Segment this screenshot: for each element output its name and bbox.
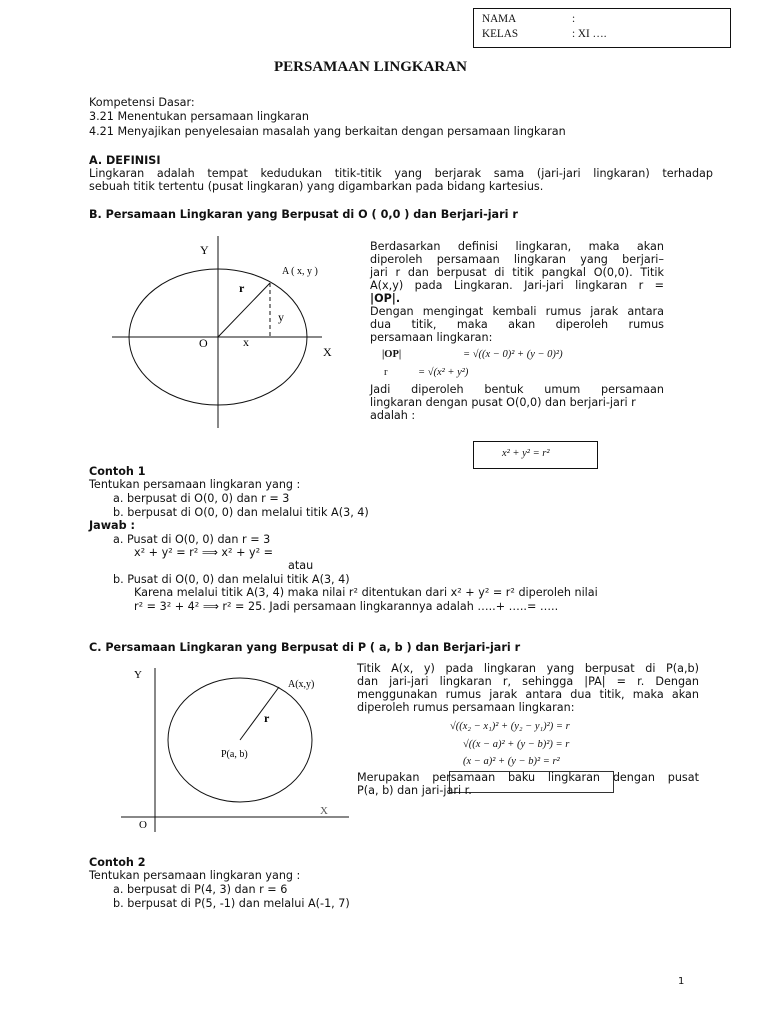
answer-b-line: Karena melalui titik A(3, 4) maka nilai r² ditentukan dari x² + y² = r² diperoleh nilai bbox=[134, 586, 598, 599]
answer-b-line: r² = 3² + 4² ⟹ r² = 25. Jadi persamaan lingkarannya adalah …..+ …..= ….. bbox=[134, 600, 559, 613]
conclusion-line: lingkaran dengan pusat O(0,0) dan berjari-jari r bbox=[370, 396, 636, 409]
student-info-box bbox=[473, 8, 731, 48]
explanation-line: |OP|. bbox=[370, 292, 401, 305]
closing-line: Merupakan persamaan baku lingkaran dengan pusat bbox=[357, 771, 699, 784]
name-label: NAMA bbox=[482, 13, 517, 25]
example2-item: b. berpusat di P(5, -1) dan melalui A(-1, 7) bbox=[113, 897, 350, 910]
radius-label: r bbox=[239, 281, 245, 295]
answer-b-line: b. Pusat di O(0, 0) dan melalui titik A(3, 4) bbox=[113, 573, 350, 586]
kompetensi-item: 3.21 Menentukan persamaan lingkaran bbox=[89, 110, 309, 123]
conclusion-line: Jadi diperoleh bentuk umum persamaan bbox=[370, 383, 664, 396]
example1-intro: Tentukan persamaan lingkaran yang : bbox=[89, 478, 301, 491]
section-c-heading: C. Persamaan Lingkaran yang Berpusat di P ( a, b ) dan Berjari-jari r bbox=[89, 641, 521, 654]
example1-item: b. berpusat di O(0, 0) dan melalui titik A(3, 4) bbox=[113, 506, 369, 519]
answer-a-line: a. Pusat di O(0, 0) dan r = 3 bbox=[113, 533, 271, 546]
example2-item: a. berpusat di P(4, 3) dan r = 6 bbox=[113, 883, 288, 896]
kompetensi-item: 4.21 Menyajikan penyelesaian masalah yang berkaitan dengan persamaan lingkaran bbox=[89, 125, 566, 138]
explanation-line: Titik A(x, y) pada lingkaran yang berpusat di P(a,b) bbox=[357, 662, 699, 675]
explanation-line: Dengan mengingat kembali rumus jarak antara bbox=[370, 305, 664, 318]
x-axis-label: X bbox=[320, 805, 328, 817]
circle-origin-figure bbox=[110, 232, 350, 432]
definition-line: sebuah titik tertentu (pusat lingkaran) yang digambarkan pada bidang kartesius. bbox=[89, 180, 544, 193]
y-leg-label: y bbox=[278, 310, 284, 324]
general-equation-box bbox=[473, 441, 598, 469]
page-number: 1 bbox=[678, 976, 685, 987]
y-axis-label: Y bbox=[134, 669, 142, 681]
explanation-line: menggunakan rumus jarak antara dua titik, maka akan bbox=[357, 688, 699, 701]
conclusion-line: adalah : bbox=[370, 409, 416, 422]
radius-formula: √((x − a)² + (y − b)²) = r bbox=[463, 739, 570, 750]
explanation-line: diperoleh rumus persamaan lingkaran: bbox=[357, 701, 575, 714]
x-leg-label: x bbox=[243, 335, 249, 349]
section-b-heading: B. Persamaan Lingkaran yang Berpusat di O ( 0,0 ) dan Berjari-jari r bbox=[89, 208, 518, 221]
standard-formula: (x − a)² + (y − b)² = r² bbox=[463, 756, 560, 767]
explanation-line: diperoleh persamaan lingkaran yang berjari– bbox=[370, 253, 664, 266]
closing-line: P(a, b) dan jari-jari r. bbox=[357, 784, 472, 797]
formula-r-right: = √(x² + y²) bbox=[418, 367, 469, 378]
section-c-closing bbox=[357, 771, 699, 797]
answer-a-line: x² + y² = r² ⟹ x² + y² = bbox=[134, 546, 274, 559]
definition-line: Lingkaran adalah tempat kedudukan titik-titik yang berjarak sama (jari-jari lingkaran) terhadap bbox=[89, 167, 713, 180]
distance-formula: √((x₂ − x₁)² + (y₂ − y₁)²) = r bbox=[450, 721, 570, 732]
origin-label: O bbox=[199, 336, 208, 350]
radius-label: r bbox=[264, 711, 270, 725]
y-axis-label: Y bbox=[200, 243, 209, 257]
section-c-explanation bbox=[357, 662, 699, 714]
section-b-explanation bbox=[370, 240, 664, 344]
page-title: PERSAMAAN LINGKARAN bbox=[274, 59, 467, 75]
origin-label: O bbox=[139, 819, 147, 831]
point-a-label: A(x,y) bbox=[288, 679, 315, 690]
section-b-conclusion bbox=[370, 383, 664, 422]
general-equation: x² + y² = r² bbox=[502, 448, 550, 459]
explanation-line: dua titik, maka akan diperoleh rumus bbox=[370, 318, 664, 331]
radius-line bbox=[240, 687, 279, 740]
example2-heading: Contoh 2 bbox=[89, 856, 146, 869]
class-label: KELAS bbox=[482, 28, 519, 40]
example2-intro: Tentukan persamaan lingkaran yang : bbox=[89, 869, 301, 882]
formula-op-left: |OP| bbox=[382, 349, 402, 360]
explanation-line: Berdasarkan definisi lingkaran, maka akan bbox=[370, 240, 664, 253]
explanation-line: persamaan lingkaran: bbox=[370, 331, 493, 344]
explanation-line: jari r dan berpusat di titik pangkal O(0,0). Titik bbox=[370, 266, 664, 279]
name-separator: : bbox=[572, 13, 576, 25]
explanation-line: dan jari-jari lingkaran r, sehingga |PA| = r. Dengan bbox=[357, 675, 699, 688]
point-a-label: A ( x, y ) bbox=[282, 266, 318, 277]
class-value: : XI …. bbox=[572, 28, 607, 40]
answer-or-text: atau bbox=[288, 559, 314, 572]
explanation-line: A(x,y) pada Lingkaran. Jari-jari lingkaran r = bbox=[370, 279, 664, 292]
circle-center-figure bbox=[115, 660, 355, 835]
example1-item: a. berpusat di O(0, 0) dan r = 3 bbox=[113, 492, 290, 505]
formula-r-left: r bbox=[384, 367, 388, 378]
example1-heading: Contoh 1 bbox=[89, 465, 146, 478]
section-a-heading: A. DEFINISI bbox=[89, 154, 161, 167]
x-axis-label: X bbox=[323, 345, 332, 359]
answer-heading: Jawab : bbox=[89, 519, 135, 532]
formula-op-right: = √((x − 0)² + (y − 0)²) bbox=[463, 349, 563, 360]
center-p-label: P(a, b) bbox=[221, 749, 248, 760]
kompetensi-heading: Kompetensi Dasar: bbox=[89, 96, 195, 109]
